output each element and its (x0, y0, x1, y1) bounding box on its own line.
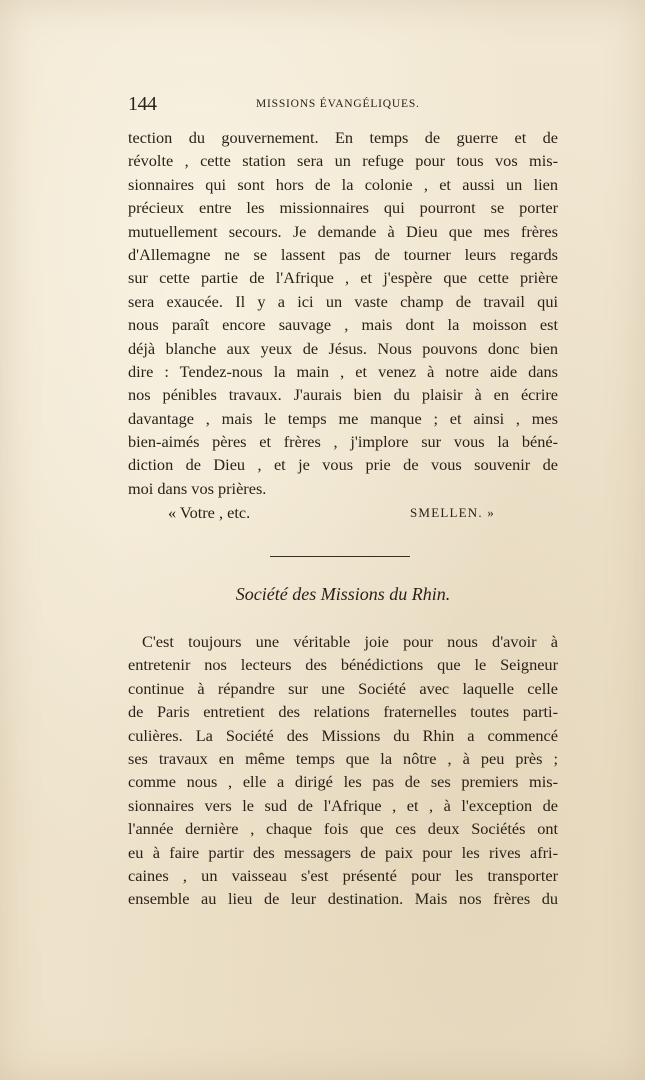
text-line: tection du gouvernement. En temps de guerre et de (128, 128, 558, 147)
text-line: l'année dernière , chaque fois que ces deux Sociétés ont (128, 819, 558, 839)
text-line: précieux entre les missionnaires qui pourront se porter (128, 198, 558, 218)
letter-paragraph (128, 126, 558, 500)
text-line: entretenir nos lecteurs des bénédictions que le Seigneur (128, 655, 558, 675)
text-line: diction de Dieu , et je vous prie de vous souvenir de (128, 455, 558, 475)
text-line: sur cette partie de l'Afrique , et j'espère que cette prière (128, 268, 558, 288)
text-line: nous paraît encore sauvage , mais dont la moisson est (128, 315, 558, 335)
signature-name: SMELLEN. » (410, 505, 495, 520)
text-line: mutuellement secours. Je demande à Dieu que mes frères (128, 221, 558, 241)
text-line: de Paris entretient des relations fraternelles toutes parti- (128, 702, 558, 722)
text-line: davantage , mais le temps me manque ; et ainsi , mes (128, 408, 558, 428)
text-line: continue à répandre sur une Société avec laquelle celle (128, 678, 558, 698)
text-line: dire : Tendez-nous la main , et venez à notre aide dans (128, 361, 558, 381)
running-head: MISSIONS ÉVANGÉLIQUES. (256, 98, 420, 110)
section-paragraph (128, 630, 558, 911)
section-title: Société des Missions du Rhin. (235, 584, 451, 604)
text-line: sionnaires vers le sud de l'Afrique , et , à l'exception de (128, 795, 558, 815)
text-line: culières. La Société des Missions du Rhin a commencé (128, 725, 558, 745)
text-line: comme nous , elle a dirigé les pas de ses premiers mis- (128, 772, 558, 792)
text-line: révolte , cette station sera un refuge pour tous vos mis- (128, 151, 558, 171)
text-line: sionnaires qui sont hors de la colonie , et aussi un lien (128, 174, 558, 194)
text-line: ses travaux en même temps que la nôtre , à peu près ; (128, 748, 558, 768)
text-line: nos pénibles travaux. J'aurais bien du plaisir à en écrire (128, 385, 558, 405)
page-number: 144 (128, 93, 157, 115)
text-line: bien-aimés pères et frères , j'implore sur vous la béné- (128, 432, 558, 452)
text-line: déjà blanche aux yeux de Jésus. Nous pouvons donc bien (128, 338, 558, 358)
section-divider (270, 556, 410, 557)
page-header (128, 93, 558, 115)
text-line: caines , un vaisseau s'est présenté pour les transporter (128, 865, 558, 885)
letter-signoff (168, 503, 498, 525)
text-line: moi dans vos prières. (128, 478, 267, 498)
text-line: ensemble au lieu de leur destination. Mais nos frères du (128, 889, 558, 909)
text-line: C'est toujours une véritable joie pour nous d'avoir à (142, 632, 558, 651)
text-line: sera exaucée. Il y a ici un vaste champ de travail qui (128, 291, 558, 311)
text-line: eu à faire partir des messagers de paix pour les rives afri- (128, 842, 558, 862)
closing-salutation: « Votre , etc. (168, 503, 251, 522)
text-line: d'Allemagne ne se lassent pas de tourner leurs regards (128, 244, 558, 264)
